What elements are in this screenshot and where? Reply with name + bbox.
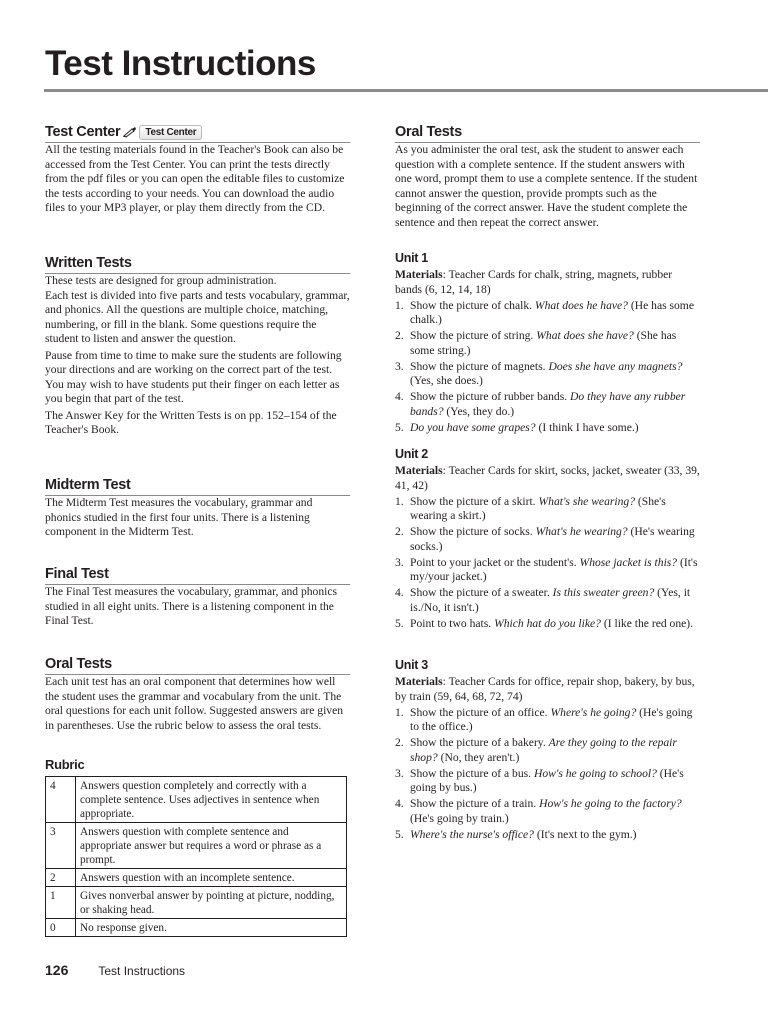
item-number: 3. [395, 766, 404, 780]
oral-tests-left-section [45, 655, 350, 733]
item-number: 1. [395, 705, 404, 719]
test-center-heading-text: Test Center [45, 124, 121, 140]
written-tests-p3: Pause from time to time to make sure the students are following your directions and are working on the correct part of the test. You may wish to have students put their finger on each letter as you begin that part of the test. [45, 348, 342, 405]
item-number: 3. [395, 359, 404, 373]
item-text [410, 586, 700, 615]
item-number: 5. [395, 616, 404, 630]
materials-label: Materials [395, 268, 443, 281]
item-text [410, 421, 700, 436]
unit-3-materials [395, 675, 700, 704]
rubric-score: 0 [46, 919, 76, 937]
unit-1-materials-text: : Teacher Cards for chalk, string, magnets, rubber bands (6, 12, 14, 18) [395, 268, 673, 296]
list-item [395, 495, 700, 524]
rubric-table [45, 776, 347, 937]
title-rule [44, 89, 768, 92]
list-item [395, 797, 700, 826]
rubric-description: Answers question completely and correctly with a complete sentence. Uses adjectives in sentence when appropriate. [76, 777, 347, 823]
item-question: Where's he going? [550, 705, 637, 719]
final-test-section [45, 565, 350, 629]
item-instruction: Show the picture of a skirt. [410, 494, 539, 508]
item-question: Are they going to the repair shop? [410, 736, 677, 764]
item-question: How's he going to the factory? [539, 797, 682, 810]
list-item [395, 525, 700, 554]
item-question: How's he going to school? [533, 766, 657, 780]
item-question: Does she have any magnets? [548, 359, 683, 373]
list-item [395, 586, 700, 615]
item-question: What's she wearing? [538, 494, 635, 508]
unit-3-section [395, 658, 700, 842]
rubric-score: 3 [46, 823, 76, 869]
page-number: 126 [45, 962, 69, 978]
item-number: 2. [395, 525, 404, 538]
oral-tests-left-heading: Oral Tests [45, 656, 112, 672]
unit-2-materials-text: : Teacher Cards for skirt, socks, jacket, sweater (33, 39, 41, 42) [395, 464, 700, 492]
list-item [395, 767, 700, 796]
item-instruction: Show the picture of an office. [410, 705, 551, 719]
item-number: 1. [395, 298, 404, 312]
unit-2-questions [395, 495, 700, 632]
item-number: 4. [395, 390, 404, 403]
item-answer: (It's next to the gym.) [533, 827, 637, 841]
item-question: Which hat do you like? [494, 616, 601, 630]
item-text [410, 797, 700, 826]
test-center-pen-icon [123, 126, 137, 138]
unit-3-heading: Unit 3 [395, 658, 428, 672]
item-instruction: Show the picture of string. [410, 329, 537, 342]
item-answer: (He's wearing socks.) [410, 525, 695, 553]
unit-3-materials-text: : Teacher Cards for office, repair shop, bakery, by bus, by train (59, 64, 68, 72, 74) [395, 675, 695, 703]
written-tests-p2: Each test is divided into five parts and tests vocabulary, grammar, and phonics. All the questions are multiple choice, matching, numbering, or fill in the blank. Some questions require the student to listen and answer the question. [45, 288, 350, 345]
test-center-heading [45, 123, 350, 141]
item-text [410, 299, 700, 328]
list-item [395, 736, 700, 765]
item-number: 2. [395, 329, 404, 342]
item-number: 1. [395, 494, 404, 508]
rubric-description: Answers question with complete sentence and appropriate answer but requires a word or phrase as a prompt. [76, 823, 347, 869]
unit-3-questions [395, 706, 700, 843]
item-question: Whose jacket is this? [579, 555, 678, 569]
oral-tests-right-heading: Oral Tests [395, 124, 462, 140]
item-answer: (No, they aren't.) [437, 750, 520, 764]
page-footer [45, 962, 185, 980]
unit-2-section [395, 447, 700, 631]
rubric-heading: Rubric [45, 757, 85, 772]
unit-2-materials [395, 464, 700, 493]
unit-1-materials [395, 268, 700, 297]
list-item [395, 617, 700, 632]
rubric-row [46, 887, 347, 919]
test-center-badge-label: Test Center [139, 125, 202, 140]
item-answer: (Yes, they do.) [443, 404, 515, 418]
rubric-score: 4 [46, 777, 76, 823]
item-number: 4. [395, 797, 404, 810]
rubric-description: No response given. [76, 919, 347, 937]
item-text [410, 329, 700, 358]
list-item [395, 390, 700, 419]
item-instruction: Show the picture of socks. [410, 525, 536, 538]
item-text [410, 360, 700, 389]
item-question: Is this sweater green? [552, 586, 655, 599]
rubric-description: Gives nonverbal answer by pointing at picture, nodding, or shaking head. [76, 887, 347, 919]
oral-tests-left-body: Each unit test has an oral component that determines how well the student uses the grammar and vocabulary from the unit. The oral questions for each unit follow. Suggested answers are given in parentheses. Use the rubric below to assess the oral tests. [45, 675, 344, 732]
rubric-section [45, 757, 350, 937]
item-question: Do they have any rubber bands? [410, 390, 686, 418]
final-test-body: The Final Test measures the vocabulary, grammar, and phonics studied in all eight units. There is a listening component in the Final Test. [45, 585, 338, 627]
oral-tests-right-body: As you administer the oral test, ask the student to answer each question with a complete sentence. If the student answers with one word, prompt them to use a complete sentence. If the student cannot answer the question, provide prompts such as the beginning of the correct answer. Have the student complete the sentence and then repeat the correct answer. [395, 143, 698, 229]
item-text [410, 767, 700, 796]
item-question: Where's the nurse's office? [410, 827, 534, 841]
unit-1-questions [395, 299, 700, 436]
unit-1-heading: Unit 1 [395, 251, 428, 265]
item-number: 2. [395, 736, 404, 749]
materials-label: Materials [395, 675, 443, 688]
item-question: What does she have? [536, 329, 634, 342]
item-question: What does he have? [534, 298, 628, 312]
test-center-section [45, 123, 350, 216]
written-tests-section [45, 254, 350, 438]
item-text [410, 390, 700, 419]
item-answer: (It's my/your jacket.) [410, 555, 698, 583]
final-test-heading: Final Test [45, 566, 109, 582]
unit-2-heading: Unit 2 [395, 447, 428, 461]
test-center-body: All the testing materials found in the Teacher's Book can also be accessed from the Test Center. You can print the tests directly from the pdf files or you can open the editable files to customize the tests according to your needs. You can download the audio files to your MP3 player, or play them directly from the CD. [45, 143, 345, 214]
written-tests-p4: The Answer Key for the Written Tests is on pp. 152–154 of the Teacher's Book. [45, 408, 337, 436]
item-text [410, 495, 700, 524]
list-item [395, 706, 700, 735]
rubric-description: Answers question with an incomplete sentence. [76, 869, 347, 887]
item-instruction: Show the picture of a train. [410, 797, 540, 810]
item-instruction: Point to two hats. [410, 616, 495, 630]
item-instruction: Show the picture of magnets. [410, 359, 549, 373]
midterm-test-body: The Midterm Test measures the vocabulary, grammar and phonics studied in the first four units. There is a listening component in the Midterm Test. [45, 496, 313, 538]
item-text [410, 828, 700, 843]
list-item [395, 299, 700, 328]
rubric-score: 2 [46, 869, 76, 887]
list-item [395, 329, 700, 358]
item-answer: (He's going by bus.) [410, 766, 684, 794]
list-item [395, 360, 700, 389]
list-item [395, 556, 700, 585]
item-number: 5. [395, 827, 404, 841]
midterm-test-section [45, 476, 350, 540]
item-instruction: Show the picture of a sweater. [410, 586, 553, 599]
item-instruction: Point to your jacket or the student's. [410, 555, 580, 569]
item-answer: (I think I have some.) [535, 420, 639, 434]
item-text [410, 525, 700, 554]
item-instruction: Show the picture of a bakery. [410, 736, 549, 749]
item-text [410, 556, 700, 585]
oral-tests-right-section [395, 123, 700, 230]
item-number: 4. [395, 586, 404, 599]
rubric-row [46, 919, 347, 937]
item-answer: (He's going by train.) [410, 811, 509, 825]
item-question: What's he wearing? [535, 525, 628, 538]
test-center-badge [123, 125, 202, 140]
item-text [410, 736, 700, 765]
rubric-score: 1 [46, 887, 76, 919]
rubric-row [46, 869, 347, 887]
item-instruction: Show the picture of a bus. [410, 766, 534, 780]
list-item [395, 421, 700, 436]
item-instruction: Show the picture of rubber bands. [410, 390, 571, 403]
item-answer: (He's going to the office.) [410, 705, 693, 733]
materials-label: Materials [395, 464, 443, 477]
item-number: 5. [395, 420, 404, 434]
item-answer: (She's wearing a skirt.) [410, 494, 666, 522]
unit-1-section [395, 251, 700, 435]
item-question: Do you have some grapes? [410, 420, 536, 434]
item-answer: (She has some string.) [410, 329, 677, 357]
written-tests-heading: Written Tests [45, 255, 132, 271]
written-tests-p1: These tests are designed for group administration. [45, 274, 277, 287]
item-text [410, 706, 700, 735]
midterm-test-heading: Midterm Test [45, 477, 131, 493]
rubric-row [46, 777, 347, 823]
item-instruction: Show the picture of chalk. [410, 298, 535, 312]
footer-title: Test Instructions [98, 964, 186, 978]
item-text [410, 617, 700, 632]
item-answer: (He has some chalk.) [410, 298, 694, 326]
item-answer: (Yes, she does.) [410, 374, 483, 387]
list-item [395, 828, 700, 843]
rubric-row [46, 823, 347, 869]
page-title: Test Instructions [45, 44, 316, 83]
item-answer: (Yes, it is./No, it isn't.) [410, 586, 691, 614]
item-answer: (I like the red one). [600, 616, 694, 630]
item-number: 3. [395, 555, 404, 569]
